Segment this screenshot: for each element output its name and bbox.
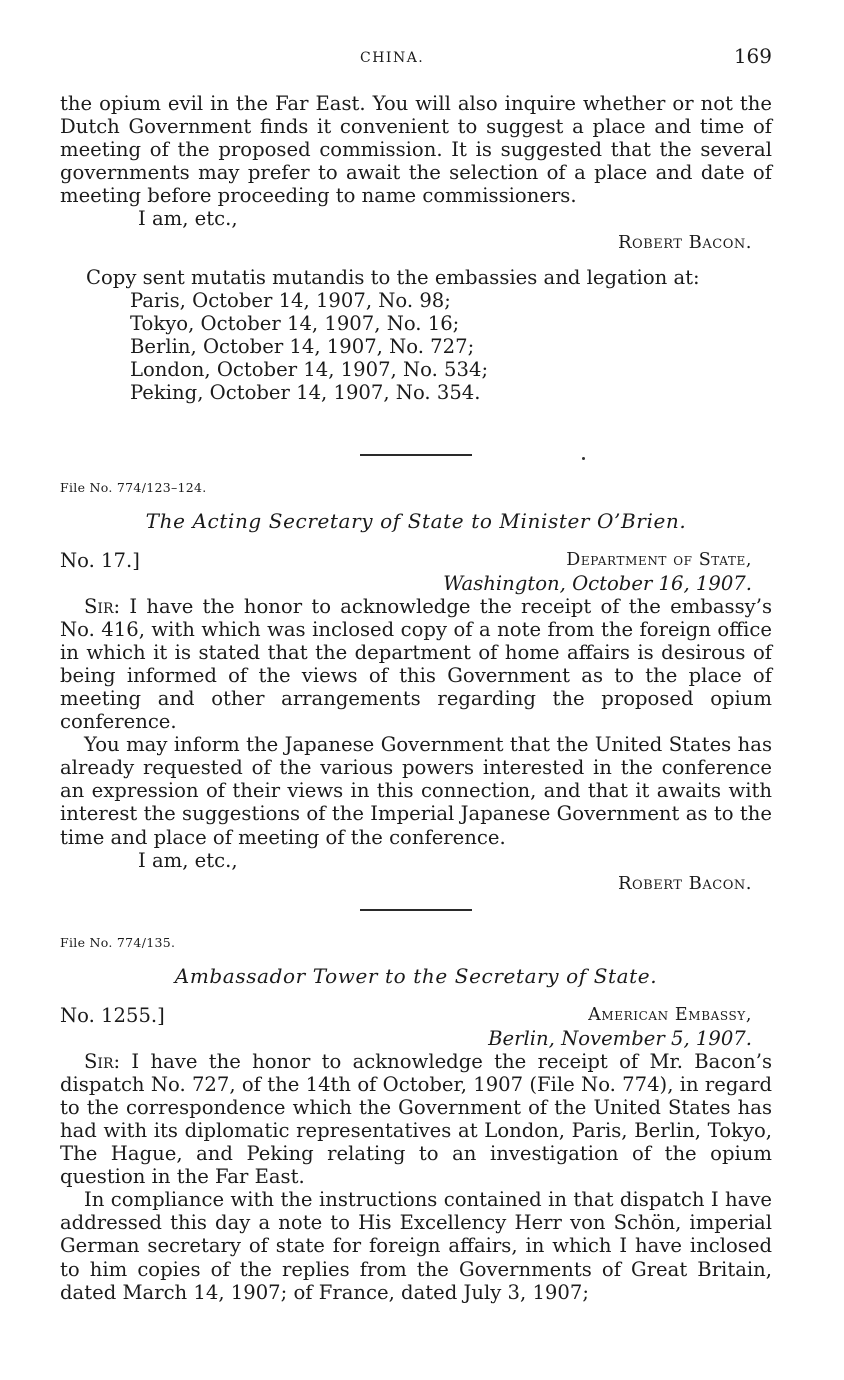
copy-list-item: Peking, October 14, 1907, No. 354. xyxy=(130,380,481,404)
page-number: 169 xyxy=(733,44,772,68)
salutation: Sir: xyxy=(84,1049,121,1073)
signature: Robert Bacon. xyxy=(617,872,752,894)
paragraph-text: I have the honor to acknowledge the receipt of Mr. Bacon’s dispatch No. 727, of the 14th of October, 1907 (File No. 774), in regard to the correspondence which the Government of the United States has had with its diplomatic representatives at London, Paris, Berlin, Tokyo, The Hague, and Peking relating to an investigation of the opium question in the Far East. xyxy=(60,1049,773,1189)
section-divider xyxy=(360,909,472,911)
closing: I am, etc., xyxy=(138,848,238,872)
sender-office: Department of State, xyxy=(566,549,752,570)
place-and-date: Berlin, November 5, 1907. xyxy=(488,1026,752,1050)
copy-list-item: Tokyo, October 14, 1907, No. 16; xyxy=(130,311,460,335)
document-title: The Acting Secretary of State to Minister O’Brien. xyxy=(145,508,687,533)
copy-list-item: London, October 14, 1907, No. 534; xyxy=(130,357,489,381)
letter-paragraph xyxy=(60,1050,772,1189)
copy-list-item: Berlin, October 14, 1907, No. 727; xyxy=(130,334,475,358)
file-number: File No. 774/123–124. xyxy=(60,479,207,495)
copy-note: Copy sent mutatis mutandis to the embassies and legation at: xyxy=(86,265,700,289)
page-header xyxy=(0,40,844,70)
signature: Robert Bacon. xyxy=(617,231,752,253)
salutation: Sir: xyxy=(84,594,121,618)
closing: I am, etc., xyxy=(138,207,238,231)
file-number: File No. 774/135. xyxy=(60,934,176,950)
dispatch-number: No. 17.] xyxy=(60,548,140,572)
document-title: Ambassador Tower to the Secretary of State. xyxy=(174,963,658,988)
page-body xyxy=(60,92,772,1304)
copy-list-item: Paris, October 14, 1907, No. 98; xyxy=(130,288,451,312)
letter-paragraph: You may inform the Japanese Government that the United States has already requested of the various powers interested in the conference an expression of their views in this connection, and that it awaits with interest the suggestions of the Imperial Japanese Government as to the time and place of meeting of the conference. xyxy=(60,733,772,849)
dispatch-number: No. 1255.] xyxy=(60,1003,165,1027)
running-head: CHINA. xyxy=(360,50,425,66)
dateline xyxy=(60,1004,772,1050)
sender-office: American Embassy, xyxy=(588,1004,752,1025)
copy-list xyxy=(60,289,772,404)
place-and-date: Washington, October 16, 1907. xyxy=(443,571,752,595)
section-divider xyxy=(360,454,472,456)
continued-paragraph: the opium evil in the Far East. You will also inquire whether or not the Dutch Government finds it convenient to suggest a place and time of meeting of the proposed commission. It is suggested that the several governments may prefer to await the selection of a place and date of meeting before proceeding to name commissioners. xyxy=(60,92,772,208)
speck xyxy=(582,457,585,460)
paragraph-text: I have the honor to acknowledge the receipt of the embassy’s No. 416, with which was inclosed copy of a note from the foreign office in which it is stated that the department of home affairs is desirous of being informed of the views of this Government as to the place of meeting and other arrangements regarding the proposed opium conference. xyxy=(60,594,772,734)
dateline xyxy=(60,549,772,595)
letter-paragraph xyxy=(60,595,772,734)
letter-paragraph: In compliance with the instructions contained in that dispatch I have addressed this day a note to His Excellency Herr von Schön, imperial German secretary of state for foreign affairs, in which I have inclosed to him copies of the replies from the Governments of Great Britain, dated March 14, 1907; of France, dated July 3, 1907; xyxy=(60,1188,772,1304)
